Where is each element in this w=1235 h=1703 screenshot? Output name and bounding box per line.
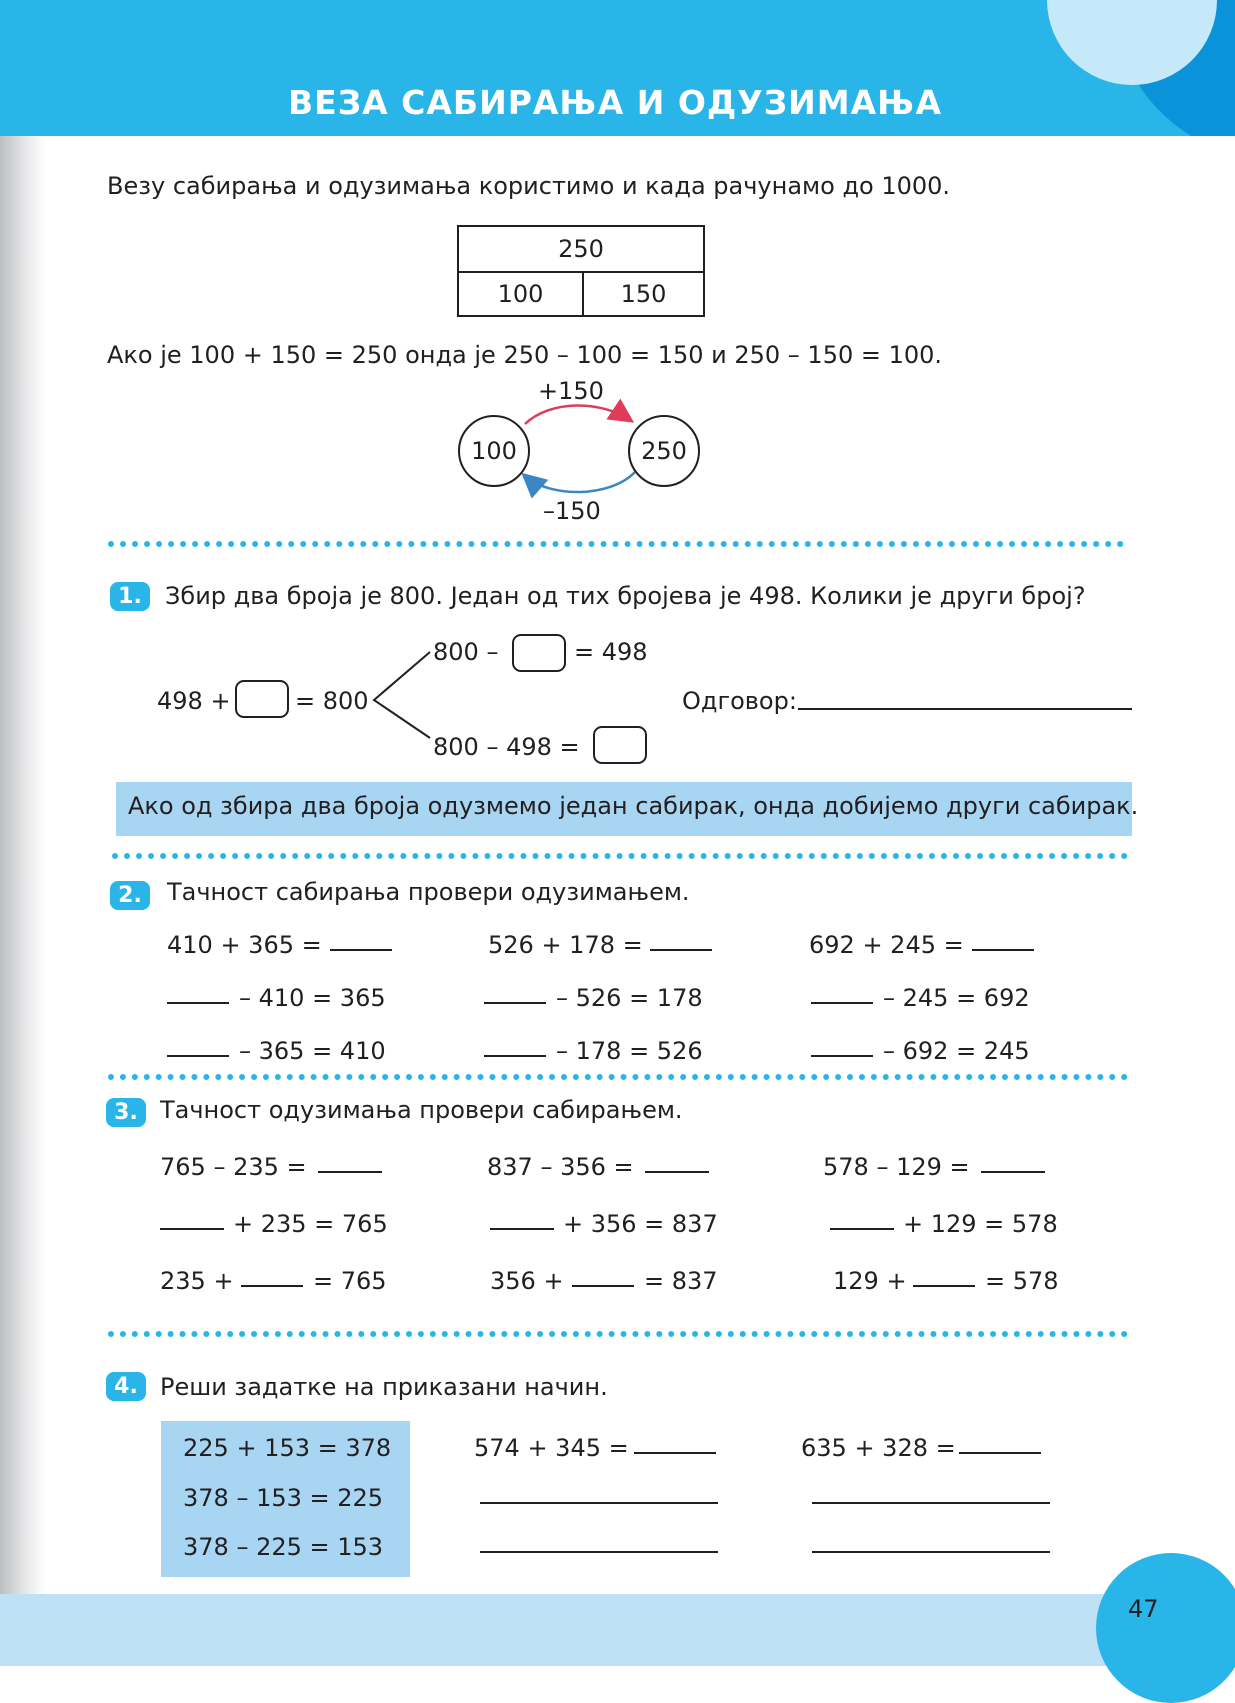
- task2-blank[interactable]: [811, 1055, 873, 1057]
- intro-statement: Ако је 100 + 150 = 250 онда је 250 – 100 = 150 и 250 – 150 = 100.: [107, 341, 943, 369]
- task4-blank[interactable]: [634, 1452, 716, 1454]
- task2-blank[interactable]: [811, 1002, 873, 1004]
- task1-branch-bottom-left: 800 – 498 =: [433, 733, 580, 761]
- task3-number-badge: 3.: [106, 1098, 146, 1127]
- task3-check2-left: 235 +: [160, 1267, 234, 1295]
- task3-diff: 837 – 356 =: [487, 1153, 634, 1181]
- task2-check1: – 526 = 178: [556, 984, 703, 1012]
- task2-blank[interactable]: [650, 949, 712, 951]
- task1-answer-box-top[interactable]: [512, 634, 566, 672]
- task3-check2-left: 356 +: [490, 1267, 564, 1295]
- section-divider: [108, 541, 1124, 547]
- diagram-node-left: 100: [458, 415, 530, 487]
- task1-answer-box-bottom[interactable]: [593, 726, 647, 764]
- diagram-top-label: +150: [538, 377, 604, 405]
- task2-check1: – 245 = 692: [883, 984, 1030, 1012]
- task2-blank[interactable]: [330, 949, 392, 951]
- task4-problem: 574 + 345 =: [474, 1434, 629, 1462]
- task1-number-badge: 1.: [110, 582, 150, 611]
- task1-answer-box-main[interactable]: [235, 680, 289, 718]
- task3-check2-left: 129 +: [833, 1267, 907, 1295]
- task4-instruction: Реши задатке на приказани начин.: [160, 1373, 608, 1401]
- task1-main-right: = 800: [295, 687, 369, 715]
- task3-blank[interactable]: [318, 1171, 382, 1173]
- plus-arrow: [525, 405, 630, 424]
- task2-number-badge: 2.: [110, 881, 150, 910]
- task1-answer-label: Одговор:: [682, 687, 797, 715]
- split-table: [457, 225, 705, 317]
- task2-check2: – 365 = 410: [239, 1037, 386, 1065]
- page-title: ВЕЗА САБИРАЊА И ОДУЗИМАЊА: [288, 83, 942, 122]
- task4-number-badge: 4.: [106, 1372, 146, 1401]
- task3-blank[interactable]: [241, 1285, 303, 1287]
- task3-diff: 578 – 129 =: [823, 1153, 970, 1181]
- task4-problem: 635 + 328 =: [801, 1434, 956, 1462]
- task1-answer-line[interactable]: [798, 708, 1132, 710]
- task2-blank[interactable]: [167, 1002, 229, 1004]
- task3-check2-right: = 578: [985, 1267, 1059, 1295]
- task3-instruction: Тачност одузимања провери сабирањем.: [160, 1096, 683, 1124]
- task2-blank[interactable]: [484, 1055, 546, 1057]
- task1-branch-top-right: = 498: [574, 638, 648, 666]
- example-line: 378 – 225 = 153: [183, 1533, 384, 1561]
- split-table-part-right: 150: [620, 280, 667, 308]
- task3-blank[interactable]: [981, 1171, 1045, 1173]
- task3-blank[interactable]: [160, 1228, 224, 1230]
- task2-instruction: Тачност сабирања провери одузимањем.: [167, 878, 690, 906]
- page-number: 47: [1128, 1595, 1159, 1623]
- split-table-part-left: 100: [459, 273, 584, 315]
- task3-blank[interactable]: [830, 1228, 894, 1230]
- task2-sum: 526 + 178 =: [488, 931, 643, 959]
- task1-branch-top-left: 800 –: [433, 638, 499, 666]
- diagram-bottom-label: –150: [543, 497, 601, 525]
- task3-check2-right: = 765: [313, 1267, 387, 1295]
- task2-blank[interactable]: [972, 949, 1034, 951]
- task3-check2-right: = 837: [644, 1267, 718, 1295]
- section-divider: [108, 1331, 1128, 1337]
- task1-branch-lines: [370, 640, 440, 740]
- task4-answer-line[interactable]: [812, 1502, 1050, 1504]
- task2-sum: 692 + 245 =: [809, 931, 964, 959]
- example-line: 225 + 153 = 378: [183, 1434, 392, 1462]
- task3-check1: + 129 = 578: [903, 1210, 1058, 1238]
- task2-blank[interactable]: [484, 1002, 546, 1004]
- task4-blank[interactable]: [959, 1452, 1041, 1454]
- task2-check1: – 410 = 365: [239, 984, 386, 1012]
- section-divider: [108, 1074, 1128, 1080]
- rule-text: Ако од збира два броја одузмемо један сабирак, онда добијемо други сабирак.: [128, 792, 1139, 820]
- page-footer: [0, 1594, 1235, 1666]
- task2-check2: – 692 = 245: [883, 1037, 1030, 1065]
- task4-answer-line[interactable]: [812, 1551, 1050, 1553]
- task3-blank[interactable]: [913, 1285, 975, 1287]
- task3-blank[interactable]: [645, 1171, 709, 1173]
- task3-check1: + 356 = 837: [563, 1210, 718, 1238]
- book-spine-shadow: [0, 0, 46, 1666]
- task3-check1: + 235 = 765: [233, 1210, 388, 1238]
- task1-question: Збир два броја је 800. Један од тих бројева је 498. Колики је други број?: [165, 582, 1086, 610]
- task2-blank[interactable]: [167, 1055, 229, 1057]
- minus-arrow: [525, 472, 635, 492]
- task3-blank[interactable]: [490, 1228, 554, 1230]
- example-line: 378 – 153 = 225: [183, 1484, 384, 1512]
- task2-sum: 410 + 365 =: [167, 931, 322, 959]
- task1-main-left: 498 +: [157, 687, 231, 715]
- task3-diff: 765 – 235 =: [160, 1153, 307, 1181]
- task4-answer-line[interactable]: [480, 1502, 718, 1504]
- split-table-whole: 250: [459, 227, 703, 273]
- diagram-node-right: 250: [628, 415, 700, 487]
- intro-sentence: Везу сабирања и одузимања користимо и када рачунамо до 1000.: [107, 172, 951, 200]
- page-number-circle: [1096, 1553, 1235, 1703]
- task3-blank[interactable]: [572, 1285, 634, 1287]
- task4-answer-line[interactable]: [480, 1551, 718, 1553]
- task2-check2: – 178 = 526: [556, 1037, 703, 1065]
- section-divider: [112, 853, 1128, 859]
